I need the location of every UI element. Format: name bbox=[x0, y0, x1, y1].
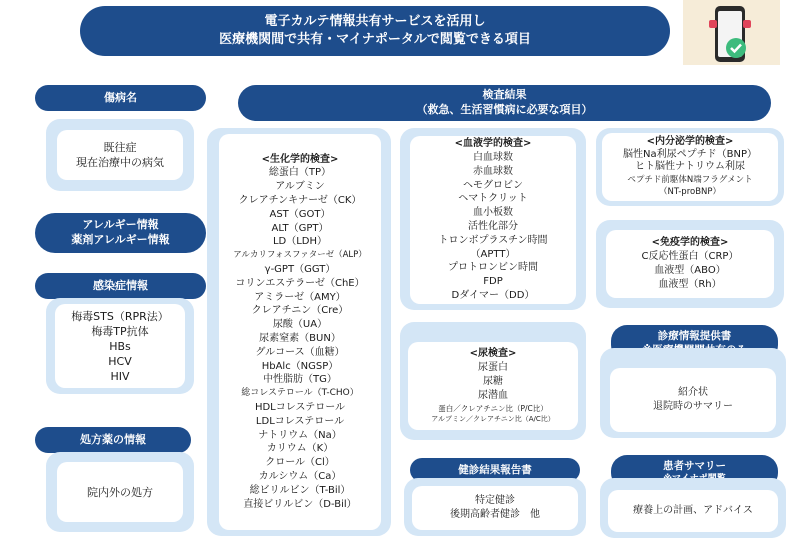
diagnosis-item: 既往症 bbox=[103, 141, 137, 154]
referral-card bbox=[610, 368, 776, 432]
checkup-title: 健診結果報告書 bbox=[410, 458, 580, 482]
hematology-heading: <血液学的検査> bbox=[454, 138, 532, 150]
immunology-heading: <免疫学的検査> bbox=[651, 237, 729, 249]
header-banner bbox=[80, 6, 670, 56]
summary-card bbox=[608, 490, 778, 532]
infection-item: 梅毒TP抗体 bbox=[91, 324, 149, 338]
biochem-item: 直接ビリルビン（D-Bil） bbox=[243, 498, 357, 510]
urine-item: 尿潜血 bbox=[478, 389, 508, 401]
hematology-item: （APTT） bbox=[470, 248, 516, 260]
hematology-item: 活性化部分 bbox=[468, 221, 518, 232]
checkup-item: 特定健診 bbox=[475, 495, 515, 507]
prescription-item: 院内外の処方 bbox=[87, 485, 153, 499]
prescription-title: 処方薬の情報 bbox=[35, 427, 191, 453]
infection-item: HBs bbox=[109, 339, 131, 353]
immunology-item: C反応性蛋白（CRP） bbox=[641, 251, 739, 263]
biochem-item: アミラーゼ（AMY） bbox=[254, 291, 346, 303]
hematology-item: 白血球数 bbox=[473, 152, 513, 164]
biochem-item: カリウム（K） bbox=[266, 443, 334, 455]
summary-item: 療養上の計画、アドバイス bbox=[633, 505, 753, 517]
referral-title: 診療情報提供書 bbox=[611, 325, 778, 361]
diagnosis-item: 現在治療中の病気 bbox=[76, 156, 164, 169]
biochem-item: カルシウム（Ca） bbox=[258, 470, 342, 482]
infection-title: 感染症情報 bbox=[35, 273, 206, 299]
urine-item: 蛋白／クレアチニン比（P/C比） bbox=[438, 403, 548, 413]
referral-panel bbox=[600, 348, 786, 438]
biochem-item: HbAlc（NGSP） bbox=[261, 360, 339, 372]
biochem-item: 総コレステロール（T-CHO） bbox=[241, 388, 359, 399]
hematology-item: プロトロンビン時間 bbox=[448, 262, 538, 274]
checkup-card bbox=[412, 486, 578, 530]
hematology-item: ヘモグロビン bbox=[463, 179, 523, 191]
biochem-item: アルカリフォスファターゼ（ALP） bbox=[233, 250, 367, 261]
biochem-item: HDLコレステロール bbox=[254, 401, 346, 413]
immunology-item: 血液型（ABO） bbox=[654, 265, 726, 276]
header-title-line1: 電子カルテ情報共有サービスを活用し bbox=[264, 14, 486, 30]
biochem-item: グルコース（血糖） bbox=[255, 346, 345, 358]
referral-item: 退院時のサマリー bbox=[653, 401, 733, 412]
immunology-card bbox=[606, 230, 774, 298]
immunology-panel bbox=[596, 220, 784, 308]
checkup-item: 後期高齢者健診 他 bbox=[450, 509, 540, 520]
referral-item: 紹介状 bbox=[678, 387, 708, 399]
hematology-item: トロンボプラスチン時間 bbox=[438, 234, 548, 246]
hematology-item: ヘマトクリット bbox=[458, 193, 528, 205]
endocrine-panel bbox=[596, 128, 784, 206]
biochem-item: アルブミン bbox=[275, 181, 325, 193]
urine-item: アルブミン／クレアチニン比（A/C比） bbox=[431, 414, 555, 423]
allergy-title: アレルギー情報 薬剤アレルギー情報 bbox=[35, 213, 206, 253]
urine-heading: <尿検査> bbox=[469, 348, 517, 360]
endocrine-item: ヒト脳性ナトリウム利尿 bbox=[635, 161, 745, 173]
immunology-item: 血液型（Rh） bbox=[658, 278, 722, 290]
biochem-item: LDLコレステロール bbox=[255, 415, 345, 427]
hematology-panel bbox=[400, 128, 586, 310]
infection-item: HCV bbox=[108, 354, 132, 368]
biochem-card bbox=[219, 134, 381, 530]
endocrine-item: （NT-proBNP） bbox=[658, 186, 722, 197]
prescription-card bbox=[57, 462, 183, 522]
biochem-heading: <生化学的検査> bbox=[261, 153, 339, 165]
hematology-item: 血小板数 bbox=[473, 207, 513, 219]
lab-title: 検査結果 （救急、生活習慣病に必要な項目） bbox=[238, 85, 771, 121]
prescription-panel bbox=[46, 452, 194, 532]
biochem-item: 尿素窒素（BUN） bbox=[259, 333, 341, 344]
summary-panel bbox=[600, 478, 786, 538]
biochem-item: 尿酸（UA） bbox=[272, 319, 328, 331]
biochem-item: 総蛋白（TP） bbox=[268, 167, 332, 179]
hematology-item: 赤血球数 bbox=[473, 165, 513, 177]
infection-item: HIV bbox=[110, 369, 130, 383]
infection-card bbox=[55, 304, 185, 388]
hematology-item: Dダイマー（DD） bbox=[451, 289, 535, 301]
urine-card bbox=[408, 342, 578, 430]
biochem-item: ALT（GPT） bbox=[271, 222, 329, 234]
infection-item: 梅毒STS（RPR法） bbox=[71, 309, 169, 323]
biochem-item: クレアチンキナーゼ（CK） bbox=[238, 195, 362, 207]
urine-panel bbox=[400, 322, 586, 440]
biochem-item: クレアチニン（Cre） bbox=[251, 305, 349, 317]
urine-item: 尿蛋白 bbox=[478, 362, 508, 374]
biochem-item: LD（LDH） bbox=[272, 236, 328, 248]
biochem-item: ナトリウム（Na） bbox=[258, 429, 342, 441]
hematology-card bbox=[410, 136, 576, 304]
urine-item: 尿糖 bbox=[483, 376, 503, 387]
summary-title: 患者サマリー bbox=[611, 455, 778, 489]
endocrine-card bbox=[602, 133, 778, 201]
endocrine-item: 脳性Na利尿ペプチド（BNP） bbox=[623, 148, 757, 160]
header-title-line2: 医療機関間で共有・マイナポータルで閲覧できる項目 bbox=[219, 32, 531, 47]
diagnosis-panel bbox=[46, 119, 194, 191]
endocrine-item: ペプチド前駆体N端フラグメント bbox=[627, 174, 753, 185]
smartphone-illustration bbox=[683, 0, 780, 65]
biochem-item: 総ビリルビン（T-Bil） bbox=[249, 484, 351, 496]
endocrine-heading: <内分泌学的検査> bbox=[646, 136, 734, 148]
biochem-item: AST（GOT） bbox=[269, 208, 331, 220]
diagnosis-card bbox=[57, 130, 183, 180]
biochem-item: 中性脂肪（TG） bbox=[263, 374, 337, 386]
infection-panel bbox=[46, 298, 194, 394]
diagnosis-title: 傷病名 bbox=[35, 85, 206, 111]
hematology-item: FDP bbox=[483, 276, 503, 288]
biochem-item: コリンエステラーゼ（ChE） bbox=[235, 277, 365, 289]
biochem-item: クロール（Cl） bbox=[265, 457, 335, 469]
checkup-panel bbox=[404, 478, 586, 536]
smartphone-check-icon bbox=[683, 0, 780, 65]
biochem-panel bbox=[207, 128, 391, 536]
biochem-item: γ-GPT（GGT） bbox=[264, 264, 336, 276]
